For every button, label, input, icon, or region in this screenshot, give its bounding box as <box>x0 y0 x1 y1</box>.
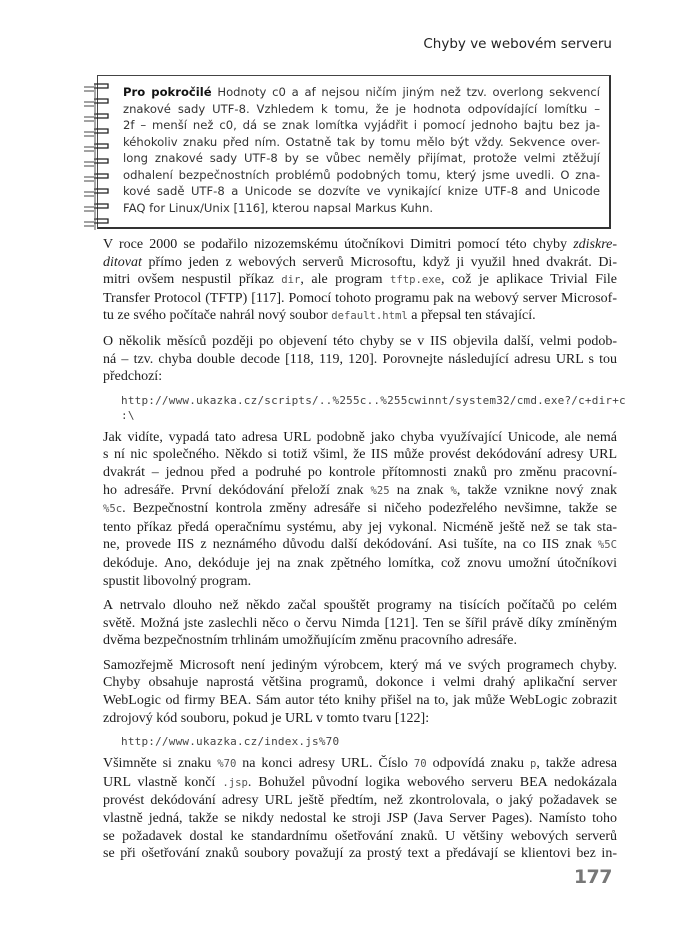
text-line <box>103 254 617 272</box>
text-run: . Bezpečnostní kontrola změny adresáře si ničeho podezřelého nevšimne, takže se <box>122 501 617 517</box>
text-line <box>103 500 617 519</box>
inline-code: %5c <box>103 503 123 516</box>
code-line: http://www.ukazka.cz/index.js%70 <box>121 735 340 749</box>
spiral-ring <box>84 144 108 158</box>
text-line <box>123 134 600 151</box>
text-line <box>123 101 600 118</box>
text-run: dekóduje. Ano, dekóduje jej na znak zpětného lomítka, což znovu umožní útočníkovi <box>103 555 617 571</box>
text-run: ho adresáře. První dekódování přeloží znak <box>103 482 371 498</box>
paragraph <box>103 755 617 863</box>
text-line <box>103 236 617 254</box>
text-run: zdrojový kód souboru, pokud je URL v tomto tvaru [122]: <box>103 710 430 726</box>
text-run: a přepsal ten stávající. <box>407 308 536 324</box>
text-line <box>103 828 617 846</box>
text-line <box>103 555 617 573</box>
text-line <box>103 290 617 308</box>
text-line <box>103 536 617 555</box>
text-line <box>103 657 617 675</box>
inline-code: default.html <box>331 310 408 323</box>
text-run: , takže vznikne nový znak <box>456 482 617 498</box>
text-run: , což je aplikace Trivial File <box>441 272 617 288</box>
code-block <box>121 734 617 749</box>
text-run: A netrvalo dlouho než někdo začal spouštět programy na tisících počítačů po celém <box>103 598 617 614</box>
inline-code: dir <box>281 274 301 287</box>
paragraph <box>103 236 617 326</box>
text-run: kové sadě UTF-8 a Unicode se dozvíte ve vynikající knize UTF-8 and Unicode <box>123 184 600 198</box>
spiral-ring <box>84 114 108 128</box>
spiral-ring <box>84 174 108 188</box>
text-line <box>123 200 600 217</box>
text-run: , takže adresa <box>536 756 618 772</box>
advanced-note-text <box>123 84 600 216</box>
text-line <box>123 183 600 200</box>
text-run: odpovídá znaku <box>426 756 530 772</box>
text-run: Samozřejmě Microsoft není jediným výrobcem, který má ve svých programech chyby. <box>103 657 617 673</box>
inline-code: %25 <box>370 484 390 497</box>
text-run: na znak <box>389 482 451 498</box>
text-run: zdiskre- <box>573 237 617 252</box>
text-run: provést dekódování adresy URL ještě předtím, než zkontrolovala, o jaký požadavek se <box>103 793 617 809</box>
text-run: dvakrát – jednou před a podruhé po kontrole přítomnosti znaků pro změnu pracovní- <box>103 464 617 480</box>
text-run: ditovat <box>103 254 142 270</box>
paragraph <box>103 597 617 650</box>
text-run: tento příkaz předá operačnímu systému, aby jej vykonal. Nicméně ještě než se tak sta- <box>103 519 617 535</box>
text-run: Jak vidíte, vypadá tato adresa URL podobně jako chyba využívající Unicode, ale nemá <box>103 429 617 445</box>
text-run: O několik měsíců později po objevení této chyby se v IIS objevila další, velmi podob- <box>103 333 617 349</box>
text-run: odhalení bezpečnostních problémů podobných tomu, který jsme uvedli. O zna- <box>123 167 600 182</box>
text-run: ná – tzv. chyba double decode [118, 119, 120]. Porovnejte následující adresu URL s tou <box>103 351 617 367</box>
text-run: znakové sady UTF-8. Vzhledem k tomu, že je hodnota odpovídající lomítku – <box>123 101 600 116</box>
text-line <box>103 271 617 290</box>
text-run: tu ze svého počítače nahrál nový soubor <box>103 308 332 324</box>
text-line <box>103 810 617 828</box>
text-line <box>103 573 617 591</box>
text-run: vlastně jedná, takže se nikdy nedostal ke stroji JSP (Java Server Pages). Namísto toho <box>103 811 617 827</box>
text-run: ne, provede IIS z neznámého důvodu další dekódování. Asi tušíte, na co IIS znak <box>103 537 598 553</box>
spiral-ring <box>84 189 108 203</box>
text-run: V roce 2000 se podařilo nizozemskému útočníkovi Dimitri pomocí této chyby <box>103 237 574 252</box>
text-line <box>103 710 617 728</box>
text-line <box>103 774 617 793</box>
text-run: Transfer Protocol (TFTP) [117]. Pomocí tohoto programu pak na webový server Microsof- <box>103 290 617 306</box>
text-line <box>103 464 617 482</box>
text-run: se požadavek dostal ke standardnímu ošetřování znaků. U většiny webových serverů <box>103 828 617 844</box>
text-line <box>103 692 617 710</box>
text-run: Všimněte si znaku <box>103 756 218 772</box>
spiral-ring <box>84 129 108 143</box>
text-line <box>103 307 617 326</box>
note-label: Pro pokročilé <box>123 85 212 99</box>
code-line: http://www.ukazka.cz/scripts/..%255c..%255cwinnt/system32/cmd.exe?/c+dir+c <box>121 393 626 407</box>
text-run: 2f – menší než c0, dá se znak lomítka vyjádřit i pomocí jednoho bajtu bez ja- <box>123 118 600 132</box>
spiral-ring <box>84 219 108 230</box>
text-line <box>123 117 600 134</box>
code-block <box>121 393 626 423</box>
text-line <box>103 519 617 537</box>
text-run: přímo jeden z webových serverů Microsoftu, když ji využil hned dvakrát. Di- <box>141 254 617 270</box>
text-line <box>123 150 600 167</box>
text-run: spustit libovolný program. <box>103 573 252 589</box>
text-run: , ale program <box>300 272 390 288</box>
spiral-ring <box>84 84 108 98</box>
code-line: :\ <box>121 408 135 422</box>
text-line <box>103 429 617 447</box>
text-run: WebLogic od firmy BEA. Sám autor této knihy přišel na to, jak může WebLogic zobrazit <box>103 693 617 709</box>
text-line <box>103 632 617 650</box>
inline-code: p <box>529 758 537 771</box>
inline-code: 70 <box>413 758 427 771</box>
text-run: kéhokoliv znaku před ním. Ostatně tak by tomu mělo být vždy. Sekvence over- <box>123 134 600 149</box>
text-line <box>103 351 617 369</box>
text-run: dvěma bezpečnostním trhlinám umožňujícím změnu pracovního adresáře. <box>103 633 518 649</box>
text-line <box>103 368 617 386</box>
paragraph <box>103 657 617 727</box>
text-run: mitri ovšem nespustil příkaz <box>103 272 282 288</box>
text-line <box>123 84 600 101</box>
text-line <box>103 597 617 615</box>
text-run: URL vlastně končí <box>103 774 223 790</box>
text-run: FAQ for Linux/Unix [116], kterou napsal Markus Kuhn. <box>123 200 434 215</box>
paragraph <box>103 429 617 590</box>
text-line <box>103 615 617 633</box>
text-line <box>103 755 617 774</box>
text-line <box>103 845 617 863</box>
text-line <box>103 333 617 351</box>
text-run: se při ošetřování znaků soubory považují za prostý text a předávají se klientovi bez in- <box>103 846 617 862</box>
text-run: Chyby obsahuje naprostá většina programů, dokonce i velmi drahý aplikační server <box>103 675 617 691</box>
text-run: s ní nic společného. Někdo si totiž všiml, že IIS může provést dekódování adresy URL <box>103 447 617 463</box>
text-line <box>103 482 617 501</box>
inline-code: % <box>450 484 457 497</box>
text-line <box>123 167 600 184</box>
body-text <box>103 236 626 870</box>
inline-code: tftp.exe <box>389 274 442 287</box>
inline-code: %5C <box>597 539 617 552</box>
text-line <box>103 446 617 464</box>
text-line <box>103 792 617 810</box>
text-run: na konci adresy URL. Číslo <box>236 756 414 772</box>
spiral-notebook-icon <box>82 80 112 230</box>
paragraph <box>103 333 617 386</box>
spiral-ring <box>84 99 108 113</box>
running-header: Chyby ve webovém serveru <box>423 36 612 52</box>
text-run: . Bohužel původní logika webového serveru BEA nedokázala <box>247 774 617 790</box>
text-run: Hodnoty c0 a af nejsou ničím jiným než tzv. overlong sekvencí <box>211 85 600 99</box>
spiral-ring <box>84 159 108 173</box>
text-run: světě. Možná jste zaslechli něco o červu Nimda [121]. Ten se šířil právě díky zmíněným <box>103 615 617 631</box>
text-line <box>103 674 617 692</box>
inline-code: .jsp <box>222 776 248 789</box>
page-number: 177 <box>573 866 612 888</box>
spiral-ring <box>84 204 108 218</box>
text-run: předchozí: <box>103 369 163 385</box>
text-run: long znakové sady UTF-8 by se vůbec neměly přijímat, protože velmi ztěžují <box>123 151 600 165</box>
inline-code: %70 <box>217 758 237 771</box>
